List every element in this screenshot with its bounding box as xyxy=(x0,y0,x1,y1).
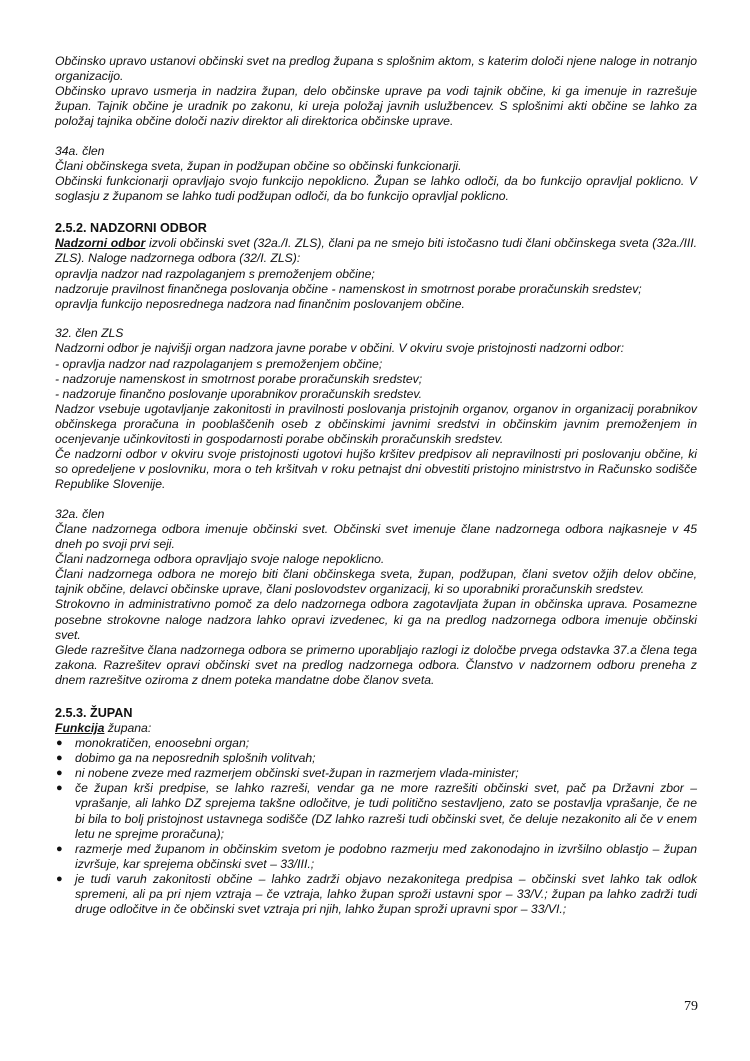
article-32-item-3: - nadzoruje finančno poslovanje uporabnikov proračunskih sredstev. xyxy=(55,386,422,401)
article-32a-paragraph-1: Člane nadzornega odbora imenuje občinski svet. Občinski svet imenuje člane nadzornega odbora najkasneje v 45 dneh po svoji prvi seji. xyxy=(55,521,697,552)
bullet-icon: ● xyxy=(56,767,63,780)
page-number: 79 xyxy=(684,999,698,1014)
intro-paragraph-1: Občinsko upravo ustanovi občinski svet na predlog župana s splošnim aktom, s katerim določi njene naloge in notranjo organizacijo. xyxy=(55,54,697,84)
article-32-item-2: - nadzoruje namenskost in smotrnost porabe proračunskih sredstev; xyxy=(55,371,423,386)
bullet-icon: ● xyxy=(56,737,63,750)
article-32-heading: 32. člen ZLS xyxy=(55,326,124,341)
nadzorni-intro xyxy=(55,236,697,266)
document-body xyxy=(55,54,697,917)
nadzorni-line-3: opravlja funkcijo neposrednega nadzora nad finančnim poslovanjem občine. xyxy=(55,296,465,311)
bullet-icon: ● xyxy=(56,782,63,795)
list-item: ● je tudi varuh zakonitosti občine – lahko zadrži objavo nezakonitega predpisa – občinski svet lahko tak odlok spremeni, ali pa pri njem vztraja – če vztraja, lahko župan sproži ustavni spor – 33/V.; župan pa lahko zadrži tudi druge odločitve in če občinski svet vztraja pri njih, lahko župan sproži upravni spor – 33/VI.; xyxy=(56,871,697,917)
list-item: ● razmerje med županom in občinskim svetom je podobno razmerju med zakonodajno in izvršilno oblastjo – župan izvršuje, kar sprejema občinski svet – 33/III.; xyxy=(56,841,697,871)
article-32-item-1: - opravlja nadzor nad razpolaganjem s premoženjem občine; xyxy=(55,356,383,371)
article-34a-paragraph-1: Člani občinskega sveta, župan in podžupan občine so občinski funkcionarji. xyxy=(55,159,462,174)
article-32-paragraph-1: Nadzorni odbor je najvišji organ nadzora javne porabe v občini. V okviru svoje pristojnosti nadzorni odbor: xyxy=(55,341,625,356)
section-title-nadzorni-odbor: 2.5.2. NADZORNI ODBOR xyxy=(55,221,207,236)
article-32a-paragraph-5: Glede razrešitve člana nadzornega odbora se primerno uporabljajo razlogi iz določbe prvega odstavka 37.a člena tega zakona. Razrešitev opravi občinski svet na predlog nadzornega odbora. Članstvo v nadzornem odboru preneha z dnem razrešitve oziroma z dnem poteka mandatne dobe članov sveta. xyxy=(55,642,697,687)
article-32-paragraph-3: Če nadzorni odbor v okviru svoje pristojnosti ugotovi hujšo kršitev predpisov ali nepravilnosti pri poslovanju občine, ki so opredeljene v poslovniku, mora o teh kršitvah v roku petnajst dni obvestiti pristojno ministrstvo in Računsko sodišče Republike Slovenije. xyxy=(55,447,697,492)
zupan-intro-text: župana: xyxy=(104,720,152,735)
list-item: ● dobimo ga na neposrednih splošnih volitvah; xyxy=(56,751,316,766)
article-32-paragraph-2: Nadzor vsebuje ugotavljanje zakonitosti in pravilnosti poslovanja pristojnih organov, organov in organizacij porabnikov občinskega proračuna in pooblaščenih oseb z občinskimi javnimi sredstvi in občinskim javnim premoženjem in ocenjevanje učinkovitosti in gospodarnosti porabe občinskih proračunskih sredstev. xyxy=(55,401,697,446)
bullet-icon: ● xyxy=(56,842,63,855)
nadzorni-line-2: nadzoruje pravilnost finančnega poslovanja občine - namenskost in smotrnost porabe proračunskih sredstev; xyxy=(55,281,642,296)
zupan-bullet-list xyxy=(55,736,697,917)
zupan-intro xyxy=(55,721,697,736)
article-32a-paragraph-2: Člani nadzornega odbora opravljajo svoje naloge nepoklicno. xyxy=(55,552,385,567)
list-item: ● če župan krši predpise, se lahko razreši, vendar ga ne more razrešiti občinski svet, pač pa Državni zbor – vprašanje, ali lahko DZ sprejema takšne odločitve, je tudi politično sestavljeno, zato se postavlja vprašanje, če ne bi bila to bolj pristojnost ustavnega sodišče (DZ lahko razreši tudi občinski svet, če deluje nezakonito ali če v enem letu ne sprejme proračuna); xyxy=(56,781,697,841)
bullet-icon: ● xyxy=(56,752,63,765)
article-32a-paragraph-3: Člani nadzornega odbora ne morejo biti člani občinskega sveta, župan, podžupan, člani svetov ožjih delov občine, tajnik občine, delavci občinske uprave, člani poslovodstev organizacij, ki so uporabniki proračunskih sredstev. xyxy=(55,567,697,597)
list-item: ● ni nobene zveze med razmerjem občinski svet-župan in razmerjem vlada-minister; xyxy=(56,766,519,781)
article-34a-heading: 34a. člen xyxy=(55,143,105,158)
article-34a-paragraph-2: Občinski funkcionarji opravljajo svojo funkcijo nepoklicno. Župan se lahko odloči, da bo funkcijo opravljal poklicno. V soglasju z županom se lahko tudi podžupan odloči, da bo funkcijo opravljal poklicno. xyxy=(55,174,697,204)
intro-paragraph-2: Občinsko upravo usmerja in nadzira župan, delo občinske uprave pa vodi tajnik občine, ki ga imenuje in razrešuje župan. Tajnik občine je uradnik po zakonu, ki ureja položaj javnih uslužbencev. S splošnimi akti občine se lahko za položaj tajnika občine določi naziv direktor ali direktorica občinske uprave. xyxy=(55,84,697,129)
funkcija-term: Funkcija xyxy=(55,720,105,735)
nadzorni-odbor-term: Nadzorni odbor xyxy=(55,236,146,251)
article-32a-heading: 32a. člen xyxy=(55,506,105,521)
nadzorni-line-1: opravlja nadzor nad razpolaganjem s premoženjem občine; xyxy=(55,266,375,281)
article-32a-paragraph-4: Strokovno in administrativno pomoč za delo nadzornega odbora zagotavljata župan in občinska uprava. Posamezne posebne strokovne naloge nadzora lahko opravi izvedenec, ki ga na predlog nadzornega odbora imenuje občinski svet. xyxy=(55,597,697,642)
nadzorni-intro-text: izvoli občinski svet (32a./I. ZLS), člani pa ne smejo biti istočasno tudi člani občinskega sveta (32a./III. ZLS). Naloge nadzornega odbora (32/I. ZLS): xyxy=(55,236,698,266)
section-title-zupan: 2.5.3. ŽUPAN xyxy=(55,705,133,720)
list-item: ● monokratičen, enoosebni organ; xyxy=(56,736,250,751)
bullet-icon: ● xyxy=(56,872,63,885)
